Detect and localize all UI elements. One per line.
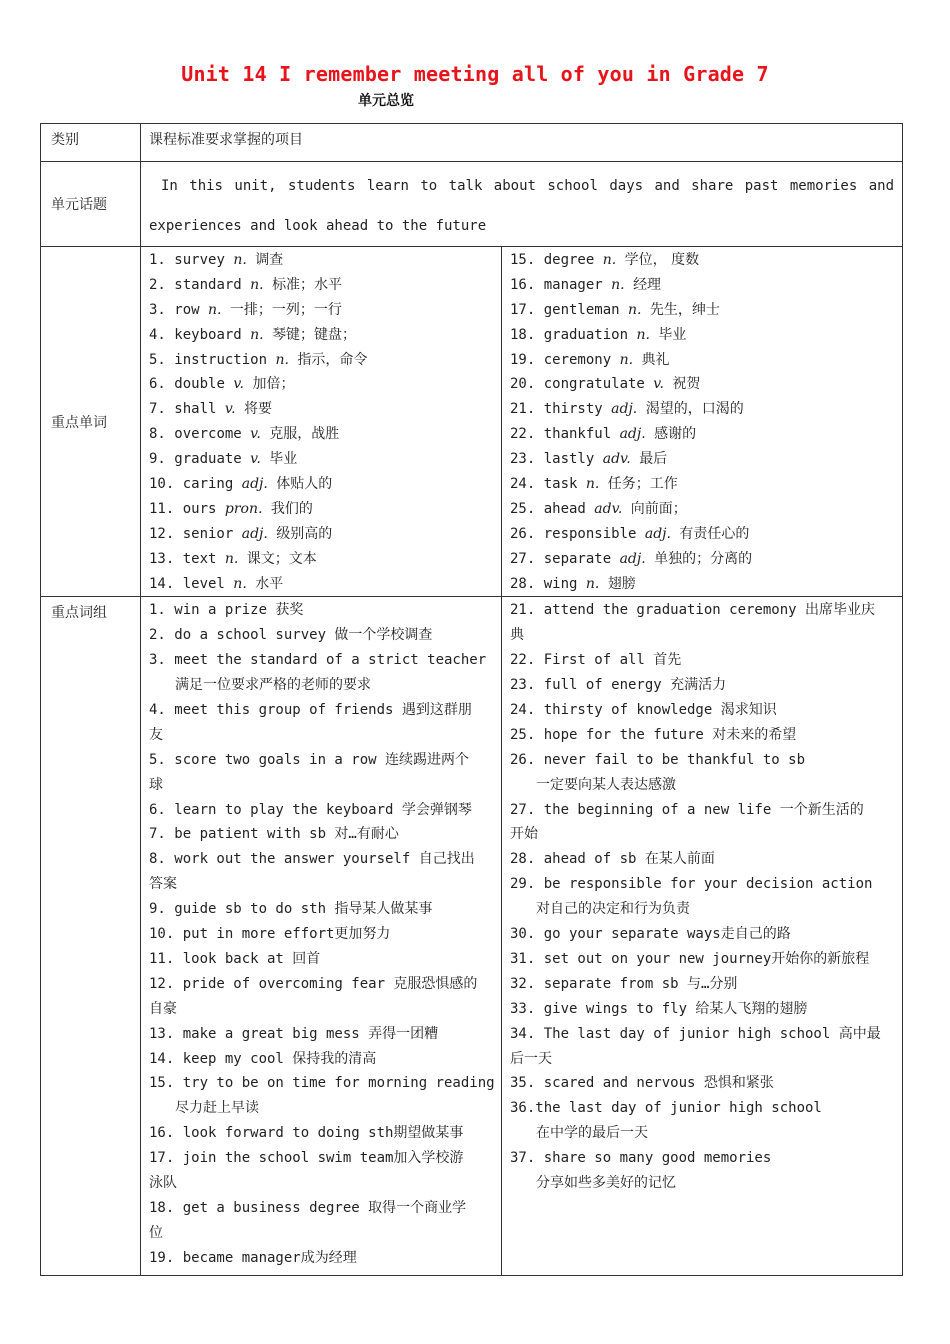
word-term: double <box>174 376 234 393</box>
phrase-line: 答案 <box>149 876 177 893</box>
word-part-of-speech: adj. <box>241 476 268 493</box>
word-term: ours <box>182 500 225 517</box>
phrase-line: 后一天 <box>510 1050 552 1067</box>
word-term: thirsty <box>543 401 612 418</box>
phrase-line: 33. give wings to fly 给某人飞翔的翅膀 <box>510 1000 808 1017</box>
word-item <box>141 447 501 472</box>
word-item <box>502 323 902 348</box>
word-meaning: 经理 <box>633 276 662 293</box>
word-part-of-speech: n. <box>250 326 264 343</box>
phrase-line: 15. try to be on time for morning reading <box>149 1075 495 1092</box>
phrase-line: 开始 <box>510 826 538 843</box>
word-number: 12. <box>149 525 183 542</box>
word-part-of-speech: n. <box>611 276 625 293</box>
word-meaning: 毕业 <box>269 451 298 468</box>
word-term: caring <box>182 476 242 493</box>
words-left-cell <box>141 247 502 597</box>
word-item <box>502 497 902 522</box>
word-term: keyboard <box>174 326 251 343</box>
word-term: thankful <box>543 426 620 443</box>
word-number: 11. <box>149 500 183 517</box>
word-item <box>502 472 902 497</box>
word-number: 4. <box>149 326 175 343</box>
phrase-line: 30. go your separate ways走自己的路 <box>510 926 791 943</box>
word-item <box>141 547 501 572</box>
word-item <box>141 372 501 397</box>
word-meaning: 水平 <box>255 575 284 592</box>
word-term: wing <box>543 575 586 592</box>
word-number: 5. <box>149 351 175 368</box>
word-part-of-speech: v. <box>233 376 245 393</box>
phrase-line: 在中学的最后一天 <box>536 1125 648 1142</box>
word-number: 16. <box>510 276 544 293</box>
word-part-of-speech: n. <box>636 326 650 343</box>
phrase-line: 1. win a prize 获奖 <box>149 602 304 619</box>
word-term: congratulate <box>543 376 654 393</box>
word-number: 18. <box>510 326 544 343</box>
word-item <box>141 323 501 348</box>
word-term: overcome <box>174 426 251 443</box>
word-item <box>141 273 501 298</box>
word-part-of-speech: adv. <box>602 451 631 468</box>
word-meaning: 标准；水平 <box>272 276 343 293</box>
phrase-line: 17. join the school swim team加入学校游 <box>149 1150 464 1167</box>
word-meaning: 毕业 <box>658 326 687 343</box>
phrase-line: 5. score two goals in a row 连续踢进两个 <box>149 751 470 768</box>
phrase-line: 29. be responsible for your decision action <box>510 876 873 893</box>
phrase-line: 16. look forward to doing sth期望做某事 <box>149 1125 464 1142</box>
word-part-of-speech: v. <box>250 451 261 468</box>
word-meaning: 最后 <box>639 451 668 468</box>
word-number: 8. <box>149 426 175 443</box>
word-meaning: 单独的；分离的 <box>654 550 753 567</box>
word-number: 17. <box>510 301 544 318</box>
word-item <box>502 248 902 273</box>
word-term: level <box>182 575 234 592</box>
word-part-of-speech: n. <box>208 301 222 318</box>
word-item <box>141 397 501 422</box>
topic-line-1: In this unit, students learn to talk about school days and share past memories and <box>161 178 894 194</box>
phrase-line: 12. pride of overcoming fear 克服恐惧感的 <box>149 975 478 992</box>
word-meaning: 感谢的 <box>654 426 697 443</box>
phrase-line: 19. became manager成为经理 <box>149 1249 357 1266</box>
word-number: 10. <box>149 476 183 493</box>
word-number: 24. <box>510 476 544 493</box>
word-meaning: 指示，命令 <box>297 351 368 368</box>
word-meaning: 课文；文本 <box>246 550 317 567</box>
word-part-of-speech: adj. <box>619 426 646 443</box>
phrase-line: 23. full of energy 充满活力 <box>510 677 727 694</box>
phrase-line: 位 <box>149 1224 163 1241</box>
word-meaning: 琴键；键盘； <box>272 326 357 343</box>
word-term: graduate <box>174 451 251 468</box>
word-item <box>141 497 501 522</box>
word-part-of-speech: n. <box>619 351 634 368</box>
word-number: 1. <box>149 252 175 268</box>
word-item <box>141 572 501 597</box>
word-part-of-speech: adj. <box>241 525 268 542</box>
word-number: 3. <box>149 301 175 318</box>
phrase-line: 满足一位要求严格的老师的要求 <box>175 677 371 694</box>
phrase-line: 典 <box>510 627 524 644</box>
page-subtitle: 单元总览 <box>358 93 414 109</box>
word-term: instruction <box>174 351 276 368</box>
phrases-label: 重点词组 <box>41 597 141 1275</box>
word-term: graduation <box>543 326 637 343</box>
word-number: 28. <box>510 575 544 592</box>
phrase-line: 6. learn to play the keyboard 学会弹钢琴 <box>149 801 472 818</box>
phrase-line: 7. be patient with sb 对…有耐心 <box>149 826 399 843</box>
word-part-of-speech: adj. <box>644 525 671 542</box>
phrase-line: 28. ahead of sb 在某人前面 <box>510 851 715 868</box>
word-part-of-speech: n. <box>233 575 247 592</box>
word-part-of-speech: v. <box>224 401 236 418</box>
phrase-line: 3. meet the standard of a strict teacher <box>149 652 487 669</box>
word-part-of-speech: n. <box>628 301 642 318</box>
word-number: 9. <box>149 451 175 468</box>
phrase-line: 37. share so many good memories <box>510 1150 772 1167</box>
word-part-of-speech: v. <box>250 426 261 443</box>
phrase-line: 27. the beginning of a new life 一个新生活的 <box>510 801 864 818</box>
phrase-line: 尽力赶上早读 <box>175 1100 259 1117</box>
word-term: ceremony <box>543 351 620 368</box>
phrase-line: 32. separate from sb 与…分别 <box>510 975 738 992</box>
page-title: Unit 14 I remember meeting all of you in Grade 7 <box>181 62 769 86</box>
word-item <box>141 248 501 273</box>
word-meaning: 典礼 <box>641 351 670 368</box>
word-item <box>502 397 902 422</box>
word-part-of-speech: n. <box>250 276 264 293</box>
phrases-right-cell <box>502 597 903 1275</box>
phrase-line: 18. get a business degree 取得一个商业学 <box>149 1199 467 1216</box>
word-number: 26. <box>510 525 544 542</box>
phrase-line: 球 <box>149 776 163 793</box>
phrase-line: 24. thirsty of knowledge 渴求知识 <box>510 702 777 719</box>
word-meaning: 级别高的 <box>276 525 333 542</box>
word-meaning: 祝贺 <box>672 376 701 393</box>
phrase-line: 26. never fail to be thankful to sb <box>510 751 806 768</box>
phrase-line: 35. scared and nervous 恐惧和紧张 <box>510 1075 774 1092</box>
phrase-line: 11. look back at 回首 <box>149 950 321 967</box>
word-meaning: 向前面； <box>630 500 687 517</box>
word-meaning: 克服，战胜 <box>269 426 340 443</box>
word-item <box>502 547 902 572</box>
header-row <box>41 124 903 162</box>
word-number: 25. <box>510 500 544 517</box>
word-term: manager <box>543 276 612 293</box>
word-item <box>141 348 501 373</box>
topic-row <box>41 162 903 247</box>
phrase-line: 36.the last day of junior high school <box>510 1100 822 1117</box>
phrase-line: 一定要向某人表达感激 <box>536 776 676 793</box>
topic-cell <box>141 162 903 247</box>
word-meaning: 有责任心的 <box>679 525 750 542</box>
word-part-of-speech: adj. <box>611 401 638 418</box>
word-number: 20. <box>510 376 544 393</box>
word-number: 7. <box>149 401 175 418</box>
word-part-of-speech: n. <box>224 550 239 567</box>
word-meaning: 调查 <box>255 252 284 268</box>
phrase-line: 4. meet this group of friends 遇到这群朋 <box>149 702 472 719</box>
topic-label: 单元话题 <box>41 162 141 247</box>
header-items: 课程标准要求掌握的项目 <box>141 124 903 162</box>
word-term: separate <box>543 550 620 567</box>
word-item <box>502 298 902 323</box>
phrase-line: 对自己的决定和行为负责 <box>536 901 690 918</box>
word-meaning: 我们的 <box>270 500 313 517</box>
word-item <box>141 422 501 447</box>
word-item <box>502 273 902 298</box>
topic-line-2: experiences and look ahead to the future <box>149 218 487 234</box>
word-item <box>502 447 902 472</box>
phrase-line: 2. do a school survey 做一个学校调查 <box>149 627 433 644</box>
unit-overview-table <box>40 123 903 1276</box>
word-term: standard <box>174 276 251 293</box>
word-term: degree <box>543 252 603 268</box>
word-number: 6. <box>149 376 175 393</box>
phrases-row <box>41 597 903 1275</box>
word-term: row <box>174 301 209 318</box>
phrase-line: 友 <box>149 726 163 743</box>
word-item <box>141 298 501 323</box>
word-item <box>141 522 501 547</box>
phrase-line: 10. put in more effort更加努力 <box>149 926 391 943</box>
word-term: gentleman <box>543 301 629 318</box>
word-meaning: 任务；工作 <box>607 476 678 493</box>
word-term: survey <box>174 252 234 268</box>
word-part-of-speech: n. <box>275 351 289 368</box>
word-item <box>502 348 902 373</box>
word-term: task <box>543 476 586 493</box>
word-meaning: 体贴人的 <box>276 476 333 493</box>
word-term: shall <box>174 401 225 418</box>
word-part-of-speech: adv. <box>594 500 623 517</box>
phrase-line: 34. The last day of junior high school 高中最 <box>510 1025 881 1042</box>
word-term: senior <box>182 525 242 542</box>
word-meaning: 将要 <box>244 401 273 418</box>
word-part-of-speech: pron. <box>224 500 263 517</box>
word-number: 14. <box>149 575 183 592</box>
word-meaning: 加倍； <box>252 376 295 393</box>
word-term: text <box>182 550 225 567</box>
phrase-line: 25. hope for the future 对未来的希望 <box>510 726 797 743</box>
word-part-of-speech: n. <box>585 476 600 493</box>
word-meaning: 先生，绅士 <box>649 301 720 318</box>
word-term: responsible <box>543 525 645 542</box>
phrase-line: 自豪 <box>149 1000 177 1017</box>
words-label: 重点单词 <box>41 247 141 597</box>
words-row <box>41 247 903 597</box>
word-meaning: 渴望的，口渴的 <box>645 401 744 418</box>
phrase-line: 9. guide sb to do sth 指导某人做某事 <box>149 901 433 918</box>
word-term: lastly <box>543 451 603 468</box>
word-part-of-speech: adj. <box>619 550 646 567</box>
word-number: 19. <box>510 351 544 368</box>
word-part-of-speech: n. <box>585 575 600 592</box>
word-number: 13. <box>149 550 183 567</box>
word-number: 22. <box>510 426 544 443</box>
phrase-line: 分享如些多美好的记忆 <box>536 1174 676 1191</box>
phrase-line: 13. make a great big mess 弄得一团糟 <box>149 1025 439 1042</box>
word-number: 2. <box>149 276 175 293</box>
word-part-of-speech: n. <box>602 252 617 268</box>
word-number: 27. <box>510 550 544 567</box>
phrase-line: 8. work out the answer yourself 自己找出 <box>149 851 475 868</box>
phrase-line: 22. First of all 首先 <box>510 652 682 669</box>
word-number: 15. <box>510 252 544 268</box>
word-item <box>502 372 902 397</box>
word-part-of-speech: v. <box>653 376 664 393</box>
word-item <box>141 472 501 497</box>
phrase-line: 21. attend the graduation ceremony 出席毕业庆 <box>510 602 876 619</box>
word-item <box>502 422 902 447</box>
word-number: 23. <box>510 451 544 468</box>
phrase-line: 泳队 <box>149 1174 177 1191</box>
word-part-of-speech: n. <box>233 252 247 268</box>
phrases-left-cell <box>141 597 502 1275</box>
word-meaning: 翅膀 <box>607 575 636 592</box>
phrase-line: 14. keep my cool 保持我的清高 <box>149 1050 377 1067</box>
word-item <box>502 522 902 547</box>
word-meaning: 一排；一列；一行 <box>229 301 342 318</box>
words-right-cell <box>502 247 903 597</box>
header-category: 类别 <box>41 124 141 162</box>
word-number: 21. <box>510 401 544 418</box>
word-item <box>502 572 902 597</box>
word-meaning: 学位， 度数 <box>624 252 700 268</box>
word-term: ahead <box>543 500 595 517</box>
phrase-line: 31. set out on your new journey开始你的新旅程 <box>510 950 870 967</box>
